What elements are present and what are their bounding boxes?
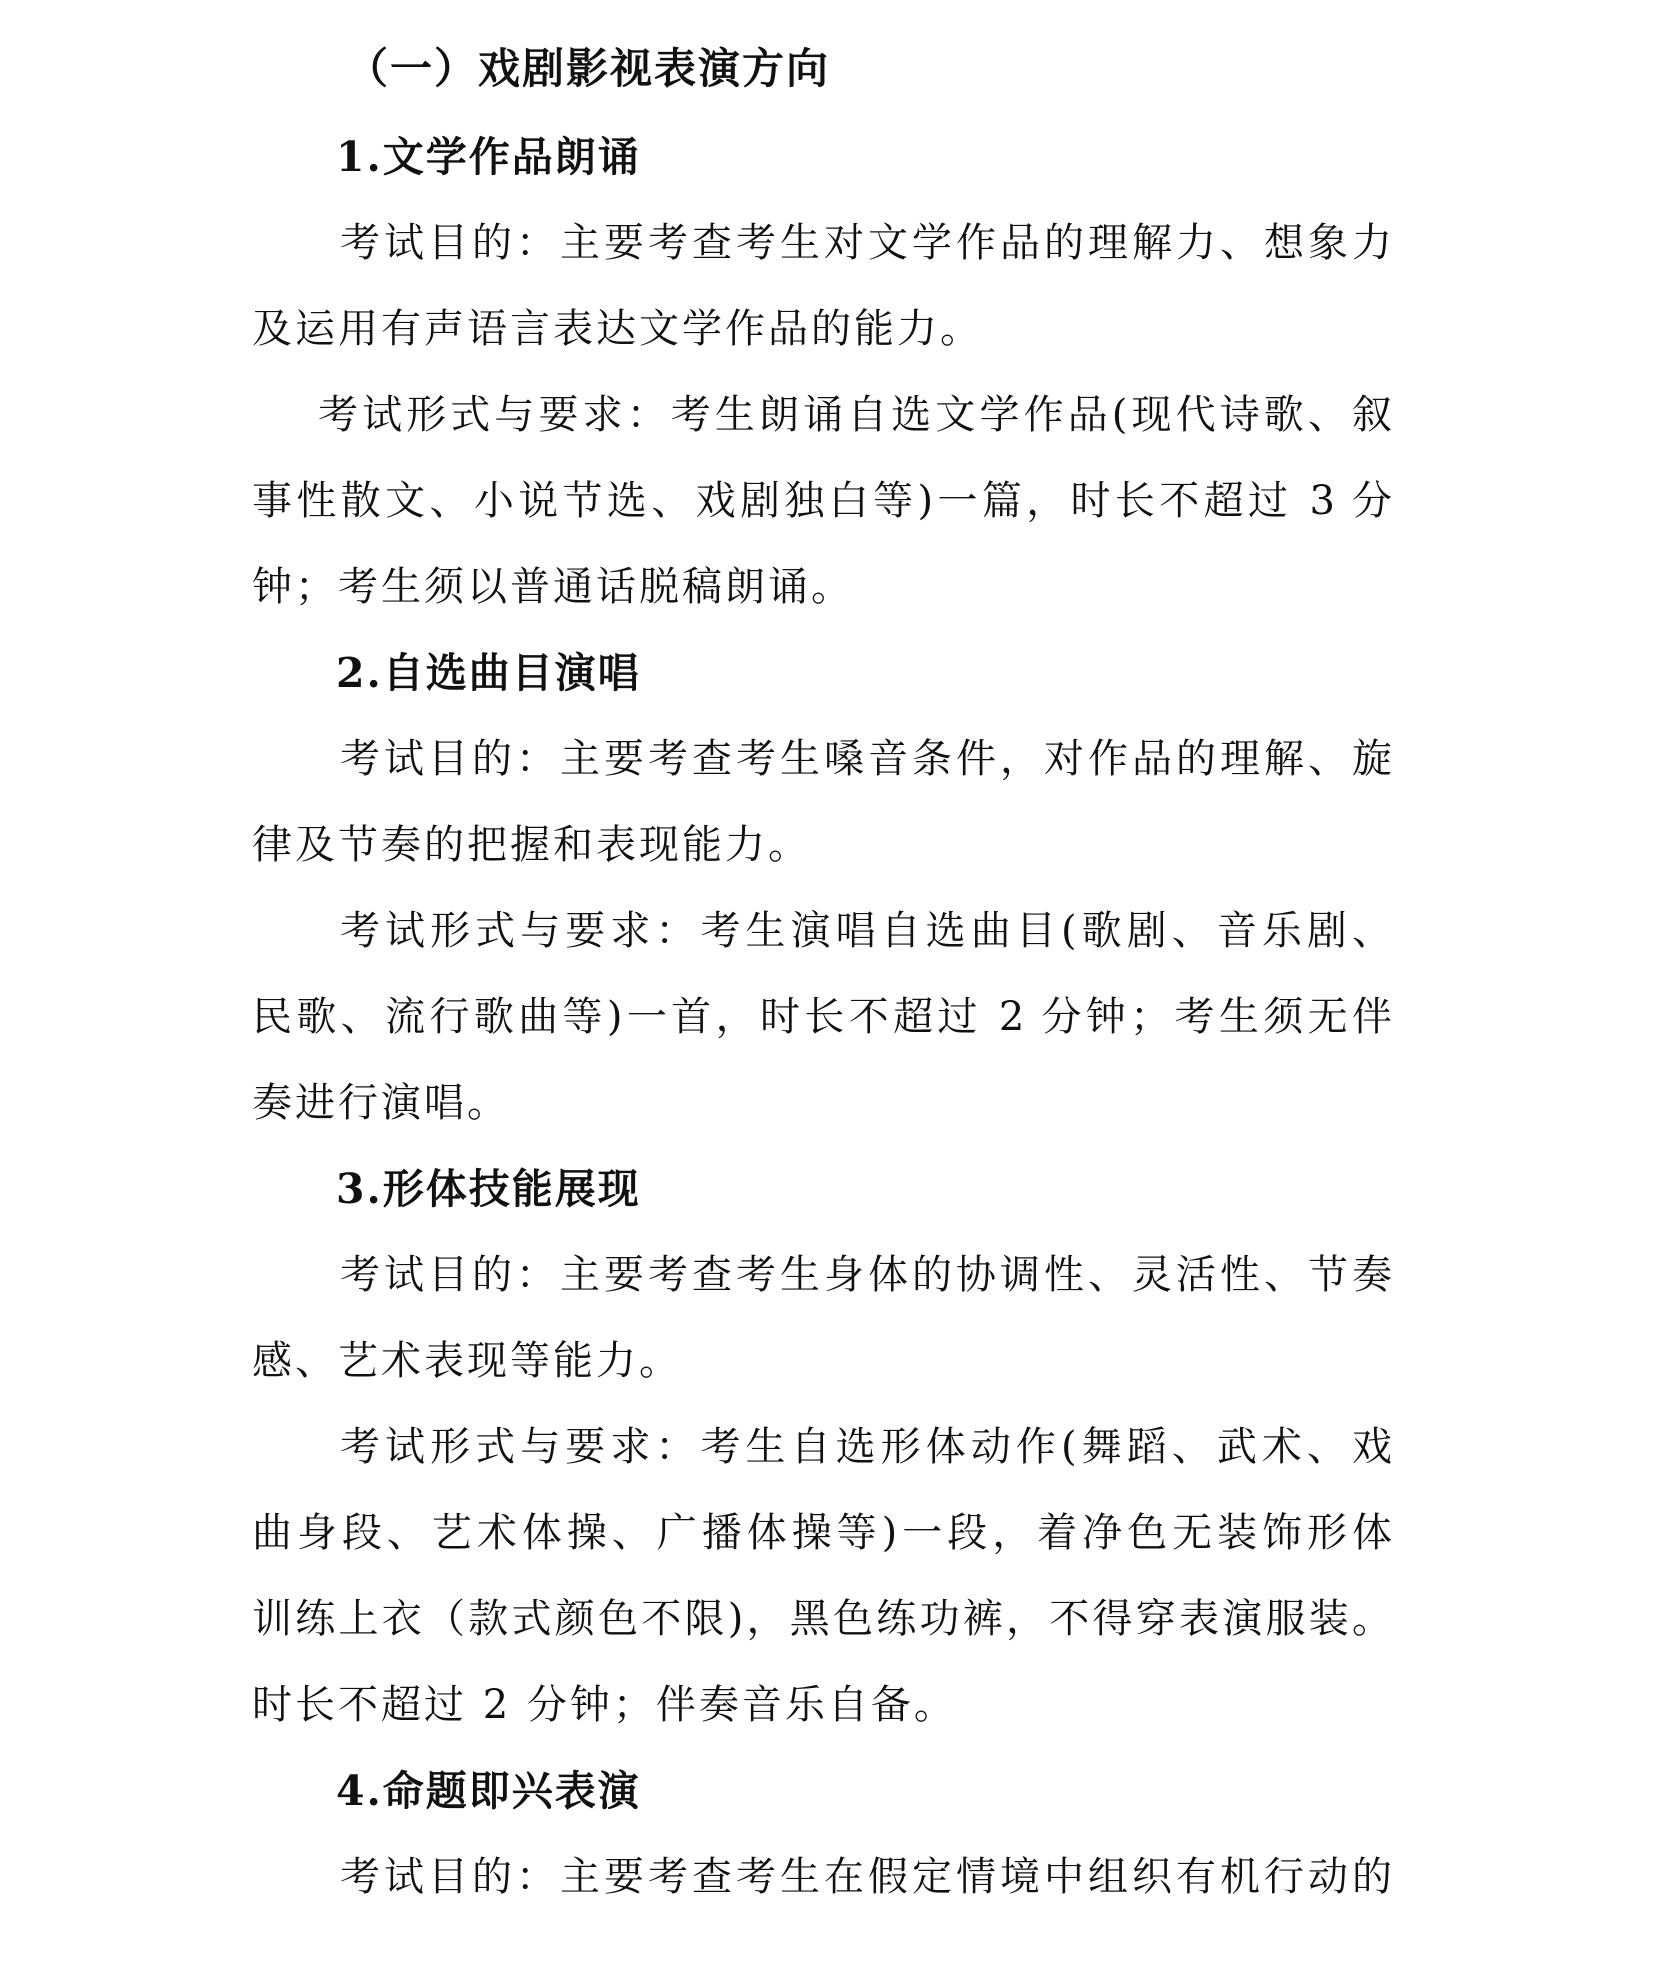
paragraph-line: 事性散文、小说节选、戏剧独白等)一篇，时长不超过 3 分 <box>252 478 1392 524</box>
item-heading-3: 3.形体技能展现 <box>336 1165 641 1213</box>
paragraph-line: 考试目的：主要考查考生在假定情境中组织有机行动的 <box>340 1854 1392 1900</box>
paragraph-line: 及运用有声语言表达文学作品的能力。 <box>252 306 983 352</box>
paragraph-line: 考试形式与要求：考生自选形体动作(舞蹈、武术、戏 <box>340 1424 1392 1470</box>
item-heading-1: 1.文学作品朗诵 <box>336 133 641 181</box>
section-title: （一）戏剧影视表演方向 <box>346 44 831 93</box>
paragraph-line: 奏进行演唱。 <box>252 1080 510 1126</box>
paragraph-line: 律及节奏的把握和表现能力。 <box>252 822 811 868</box>
paragraph-line: 考试目的：主要考查考生身体的协调性、灵活性、节奏 <box>340 1252 1392 1298</box>
paragraph-line: 考试形式与要求：考生演唱自选曲目(歌剧、音乐剧、 <box>340 908 1392 954</box>
item-heading-2: 2.自选曲目演唱 <box>336 649 641 697</box>
paragraph-line: 训练上衣（款式颜色不限)，黑色练功裤，不得穿表演服装。 <box>252 1596 1392 1642</box>
paragraph-line: 民歌、流行歌曲等)一首，时长不超过 2 分钟；考生须无伴 <box>252 994 1392 1040</box>
paragraph-line: 考试形式与要求：考生朗诵自选文学作品(现代诗歌、叙 <box>318 392 1392 438</box>
paragraph-line: 时长不超过 2 分钟；伴奏音乐自备。 <box>252 1682 957 1728</box>
paragraph-line: 曲身段、艺术体操、广播体操等)一段，着净色无装饰形体 <box>252 1510 1392 1556</box>
paragraph-line: 感、艺术表现等能力。 <box>252 1338 682 1384</box>
item-heading-4: 4.命题即兴表演 <box>336 1767 641 1815</box>
paragraph-line: 考试目的：主要考查考生嗓音条件，对作品的理解、旋 <box>340 736 1392 782</box>
paragraph-line: 考试目的：主要考查考生对文学作品的理解力、想象力 <box>340 220 1392 266</box>
paragraph-line: 钟；考生须以普通话脱稿朗诵。 <box>252 564 854 610</box>
